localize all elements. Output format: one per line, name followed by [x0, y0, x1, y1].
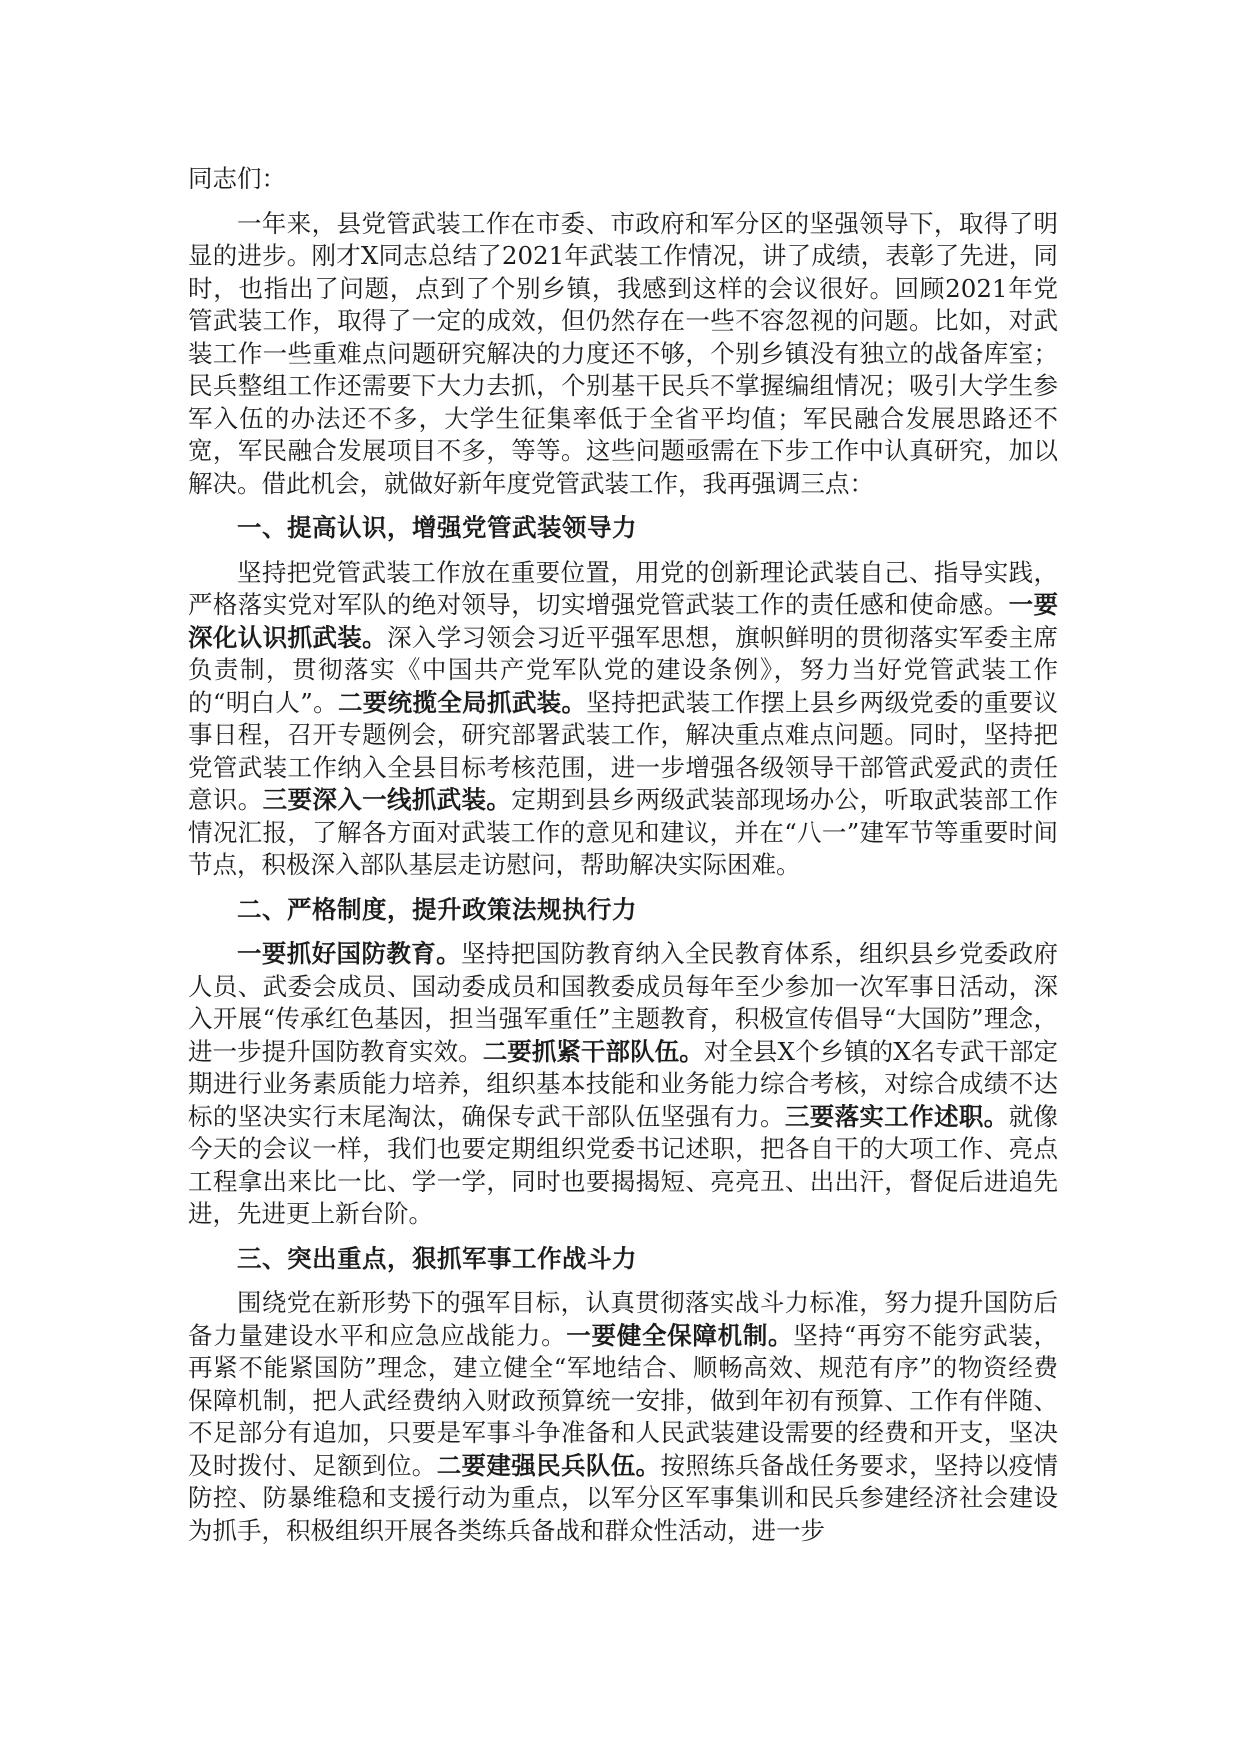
section3-paragraph [188, 1287, 1058, 1547]
salutation: 同志们： [188, 164, 286, 193]
section1-point-3: 三要深入一线抓武装。 [262, 785, 512, 814]
section2-paragraph [188, 938, 1058, 1231]
section3-heading: 三、突出重点，狠抓军事工作战斗力 [237, 1243, 637, 1273]
section3-text-2: 坚持“再穷不能穷武装，再紧不能紧国防”理念，建立健全“军地结合、顺畅高效、规范有序”的物资经费保障机制，把人武经费纳入财政预算统一安排，做到年初有预算、工作有伴随、不足部分有追加，只要是军事斗争准备和人民武装建设需要的经费和开支，坚决及时拨付、足额到位。 [188, 1320, 1059, 1480]
intro-paragraph: 一年来，县党管武装工作在市委、市政府和军分区的坚强领导下，取得了明显的进步。刚才X同志总结了2021年武装工作情况，讲了成绩，表彰了先进，同时，也指出了问题，点到了个别乡镇，我感到这样的会议很好。回顾2021年党管武装工作，取得了一定的成效，但仍然存在一些不容忽视的问题。比如，对武装工作一些重难点问题研究解决的力度还不够，个别乡镇没有独立的战备库室；民兵整组工作还需要下大力去抓，个别基干民兵不掌握编组情况；吸引大学生参军入伍的办法还不多，大学生征集率低于全省平均值；军民融合发展思路还不宽，军民融合发展项目不多，等等。这些问题亟需在下步工作中认真研究，加以解决。借此机会，就做好新年度党管武装工作，我再强调三点： [188, 208, 1058, 498]
section2-text-3: 就像今天的会议一样，我们也要定期组织党委书记述职，把各自干的大项工作、亮点工程拿出来比一比、学一学，同时也要揭揭短、亮亮丑、出出汗，督促后进追先进，先进更上新台阶。 [188, 1101, 1059, 1228]
section1-point-1: 一要深化认识抓武装。 [188, 590, 1059, 652]
section1-text-4: 定期到县乡两级武装部现场办公，听取武装部工作情况汇报，了解各方面对武装工作的意见和建议，并在“八一”建军节等重要时间节点，积极深入部队基层走访慰问，帮助解决实际困难。 [188, 785, 1059, 879]
section3-text-3: 按照练兵备战任务要求，坚持以疫情防控、防暴维稳和支援行动为重点，以军分区军事集训和民兵参建经济社会建设为抓手，积极组织开展各类练兵备战和群众性活动，进一步 [188, 1450, 1059, 1545]
section2-text-2: 对全县X个乡镇的X名专武干部定期进行业务素质能力培养，组织基本技能和业务能力综合考核，对综合成绩不达标的坚决实行末尾淘汰，确保专武干部队伍坚强有力。 [188, 1036, 1059, 1131]
document-page [188, 163, 1058, 1559]
section1-text-3: 坚持把武装工作摆上县乡两级党委的重要议事日程，召开专题例会，研究部署武装工作，解决重点难点问题。同时，坚持把党管武装工作纳入全县目标考核范围，进一步增强各级领导干部管武爱武的责任意识。 [188, 687, 1058, 814]
section2-point-2: 二要抓紧干部队伍。 [482, 1036, 704, 1066]
section3-point-1: 一要健全保障机制。 [566, 1320, 794, 1350]
section2-text-1: 坚持把国防教育纳入全民教育体系，组织县乡党委政府人员、武委会成员、国动委成员和国教委成员每年至少参加一次军事日活动，深入开展“传承红色基因，担当强军重任”主题教育，积极宣传倡导“大国防”理念，进一步提升国防教育实效。 [188, 939, 1058, 1066]
section1-text-1: 坚持把党管武装工作放在重要位置，用党的创新理论武装自己、指导实践，严格落实党对军队的绝对领导，切实增强党管武装工作的责任感和使命感。 [188, 557, 1058, 619]
section1-paragraph [188, 557, 1058, 882]
section1-point-2: 二要统揽全局抓武装。 [337, 687, 587, 717]
section2-point-3: 三要落实工作述职。 [784, 1101, 1009, 1131]
section3-text-1: 围绕党在新形势下的强军目标，认真贯彻落实战斗力标准，努力提升国防后备力量建设水平和应急应战能力。 [188, 1288, 1058, 1350]
section1-heading: 一、提高认识，增强党管武装领导力 [237, 513, 637, 542]
section1-text-2: 深入学习领会习近平强军思想，旗帜鲜明的贯彻落实军委主席负责制，贯彻落实《中国共产党军队党的建设条例》，努力当好党管武装工作的“明白人”。 [188, 622, 1059, 717]
section2-heading: 二、严格制度，提升政策法规执行力 [237, 894, 637, 924]
section2-point-1: 一要抓好国防教育。 [237, 939, 462, 968]
section3-point-2: 二要建强民兵队伍。 [436, 1450, 661, 1480]
